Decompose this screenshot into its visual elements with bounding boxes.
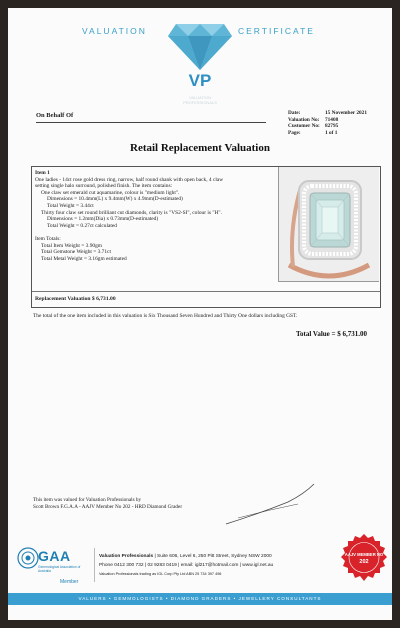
meta-block [288,110,367,136]
item-heading: Item 1 [35,170,50,176]
seal-text: AAJV MEMBER NO [344,552,384,557]
total-description: The total of the one item included in this valuation is Six Thousand Seven Hundred and Thirty One dollars including GST. [33,313,298,319]
meta-row-customer-no: Customer No: 82795 [288,123,339,130]
header-right-text: CERTIFICATE [238,26,315,36]
item-line: Total Weight = 3.44ct [47,202,94,209]
item-line: Dimensions = 1.2mm(Dia) x 0.73mm(D-estimated) [47,216,159,223]
item-description [35,170,275,262]
item-line: Total Item Weight = 3.90gm [41,242,102,249]
valuer-statement [33,497,182,511]
valuer-line: Scott Brown F.G.A.A - AAJV Member No 202 - HRD Diamond Grader [33,504,183,510]
replacement-valuation: Replacement Valuation $ 6,731.00 [35,296,116,302]
address-line-1: Valuation Professionals | Suite 606, Level 6, 250 Pitt Street, Sydney NSW 2000 [99,554,272,559]
seal-number: 202 [359,559,369,565]
footer-divider [94,548,95,582]
address-line-2: Phone 0412 300 732 | 02 9283 0419 | email: igl217@hotmail.com | www.igl.net.au [99,562,274,568]
logo-subtext: VALUATION PROFESSIONALS [183,95,217,105]
on-behalf-underline [36,122,266,123]
item-line: setting single halo surround, polished finish. The item contains: [35,183,173,190]
meta-row-date: Date: 15 November 2021 [288,110,367,116]
ring-photo [278,167,379,282]
item-divider [32,291,380,292]
company-address [99,553,273,579]
vp-diamond-logo [168,18,232,88]
on-behalf-label: On Behalf Of [36,112,74,119]
item-line: Thirty four claw set round brilliant cut diamonds, clarity is "VS2-SI", colour is "H". [41,209,222,216]
meta-row-page: Page: 1 of 1 [288,129,338,136]
meta-row-valuation-no: Valuation No: 71408 [288,116,339,123]
item-line: Total Metal Weight = 3.16gm estimated [41,255,127,262]
item-line: One claw set emerald cut aquamarine, colour is "medium light". [41,189,180,196]
item-line [35,229,275,236]
certificate-page [8,8,392,620]
item-line: Total Gemstone Weight = 3.71ct [41,249,111,256]
item-box [31,166,381,308]
footer-banner: VALUERS • GEMMOLOGISTS • DIAMOND GRADERS • JEWELLERY CONSULTANTS [8,593,392,605]
document-title: Retail Replacement Valuation [130,142,270,154]
header-left-text: VALUATION [82,26,147,36]
total-value: Total Value = $ 6,731.00 [296,330,368,338]
gaa-member: Member [60,579,79,585]
item-line: One ladies - 14ct rose gold dress ring, narrow, half round shank with open back, 4 claw [35,176,224,183]
logo-letters: VP [188,71,212,88]
item-line: Item Totals: [35,235,61,242]
address-line-3: Valuation Professionals trading as IGL Corp Pty Ltd ABN 25 734 397 496 [99,572,222,576]
signature [218,480,318,530]
gaa-subtitle: Gemmological Association of Australia [38,565,81,573]
item-line: Total Weight = 0.27ct calculated [47,222,117,229]
gaa-name: GAA [38,548,71,564]
item-line: Dimensions = 10.4mm(L) x 9.4mm(W) x 4.9mm(D-estimated) [47,196,183,203]
valuer-line: This item was valued for Valuation Professionals by [33,497,142,503]
aajv-member-seal [340,534,388,582]
